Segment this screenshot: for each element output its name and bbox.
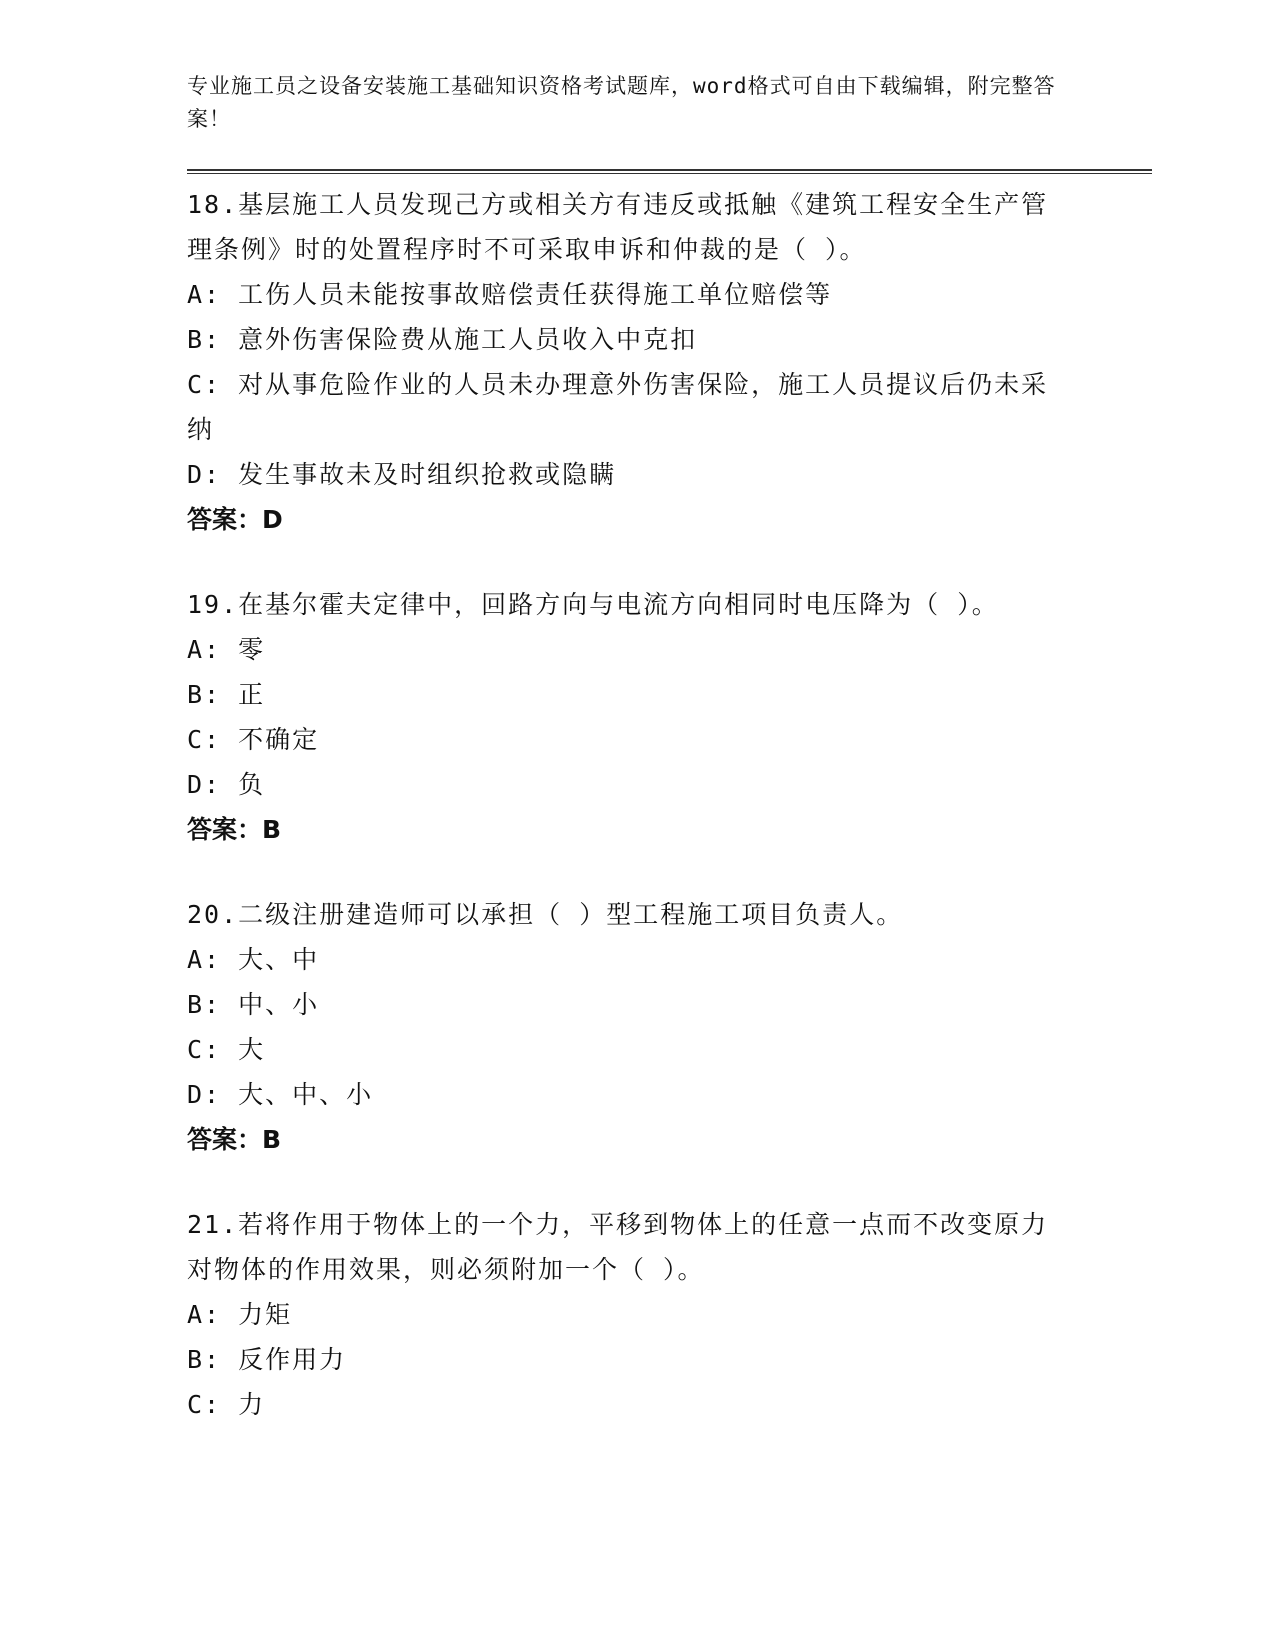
document-page <box>187 70 1147 1467</box>
question-20 <box>187 892 1147 1162</box>
option-c: C: 不确定 <box>187 725 320 754</box>
option-a: A: 零 <box>187 635 266 664</box>
option-a: A: 力矩 <box>187 1300 293 1329</box>
question-list <box>187 182 1147 1427</box>
option-d: D: 大、中、小 <box>187 1080 374 1109</box>
option-b: B: 意外伤害保险费从施工人员收入中克扣 <box>187 325 698 354</box>
option-c: C: 力 <box>187 1390 266 1419</box>
question-stem: 18.基层施工人员发现己方或相关方有违反或抵触《建筑工程安全生产管理条例》时的处置程序时不可采取申诉和仲裁的是（ ）。 <box>187 190 1049 264</box>
option-b: B: 正 <box>187 680 266 709</box>
option-c: C: 对从事危险作业的人员未办理意外伤害保险，施工人员提议后仍未采纳 <box>187 370 1049 444</box>
question-stem: 20.二级注册建造师可以承担（ ）型工程施工项目负责人。 <box>187 900 904 929</box>
option-a: A: 大、中 <box>187 945 320 974</box>
header-divider <box>187 169 1152 174</box>
answer: 答案：B <box>187 815 282 844</box>
document-header: 专业施工员之设备安装施工基础知识资格考试题库，word格式可自由下载编辑，附完整答案！ <box>187 74 1056 131</box>
option-c: C: 大 <box>187 1035 266 1064</box>
answer: 答案：D <box>187 505 283 534</box>
answer: 答案：B <box>187 1125 282 1154</box>
question-19 <box>187 582 1147 852</box>
question-stem: 21.若将作用于物体上的一个力，平移到物体上的任意一点而不改变原力对物体的作用效果，则必须附加一个（ ）。 <box>187 1210 1049 1284</box>
option-b: B: 中、小 <box>187 990 320 1019</box>
option-b: B: 反作用力 <box>187 1345 347 1374</box>
question-21 <box>187 1202 1147 1427</box>
option-d: D: 负 <box>187 770 266 799</box>
option-a: A: 工伤人员未能按事故赔偿责任获得施工单位赔偿等 <box>187 280 833 309</box>
question-stem: 19.在基尔霍夫定律中，回路方向与电流方向相同时电压降为（ ）。 <box>187 590 999 619</box>
option-d: D: 发生事故未及时组织抢救或隐瞒 <box>187 460 617 489</box>
question-18 <box>187 182 1147 542</box>
